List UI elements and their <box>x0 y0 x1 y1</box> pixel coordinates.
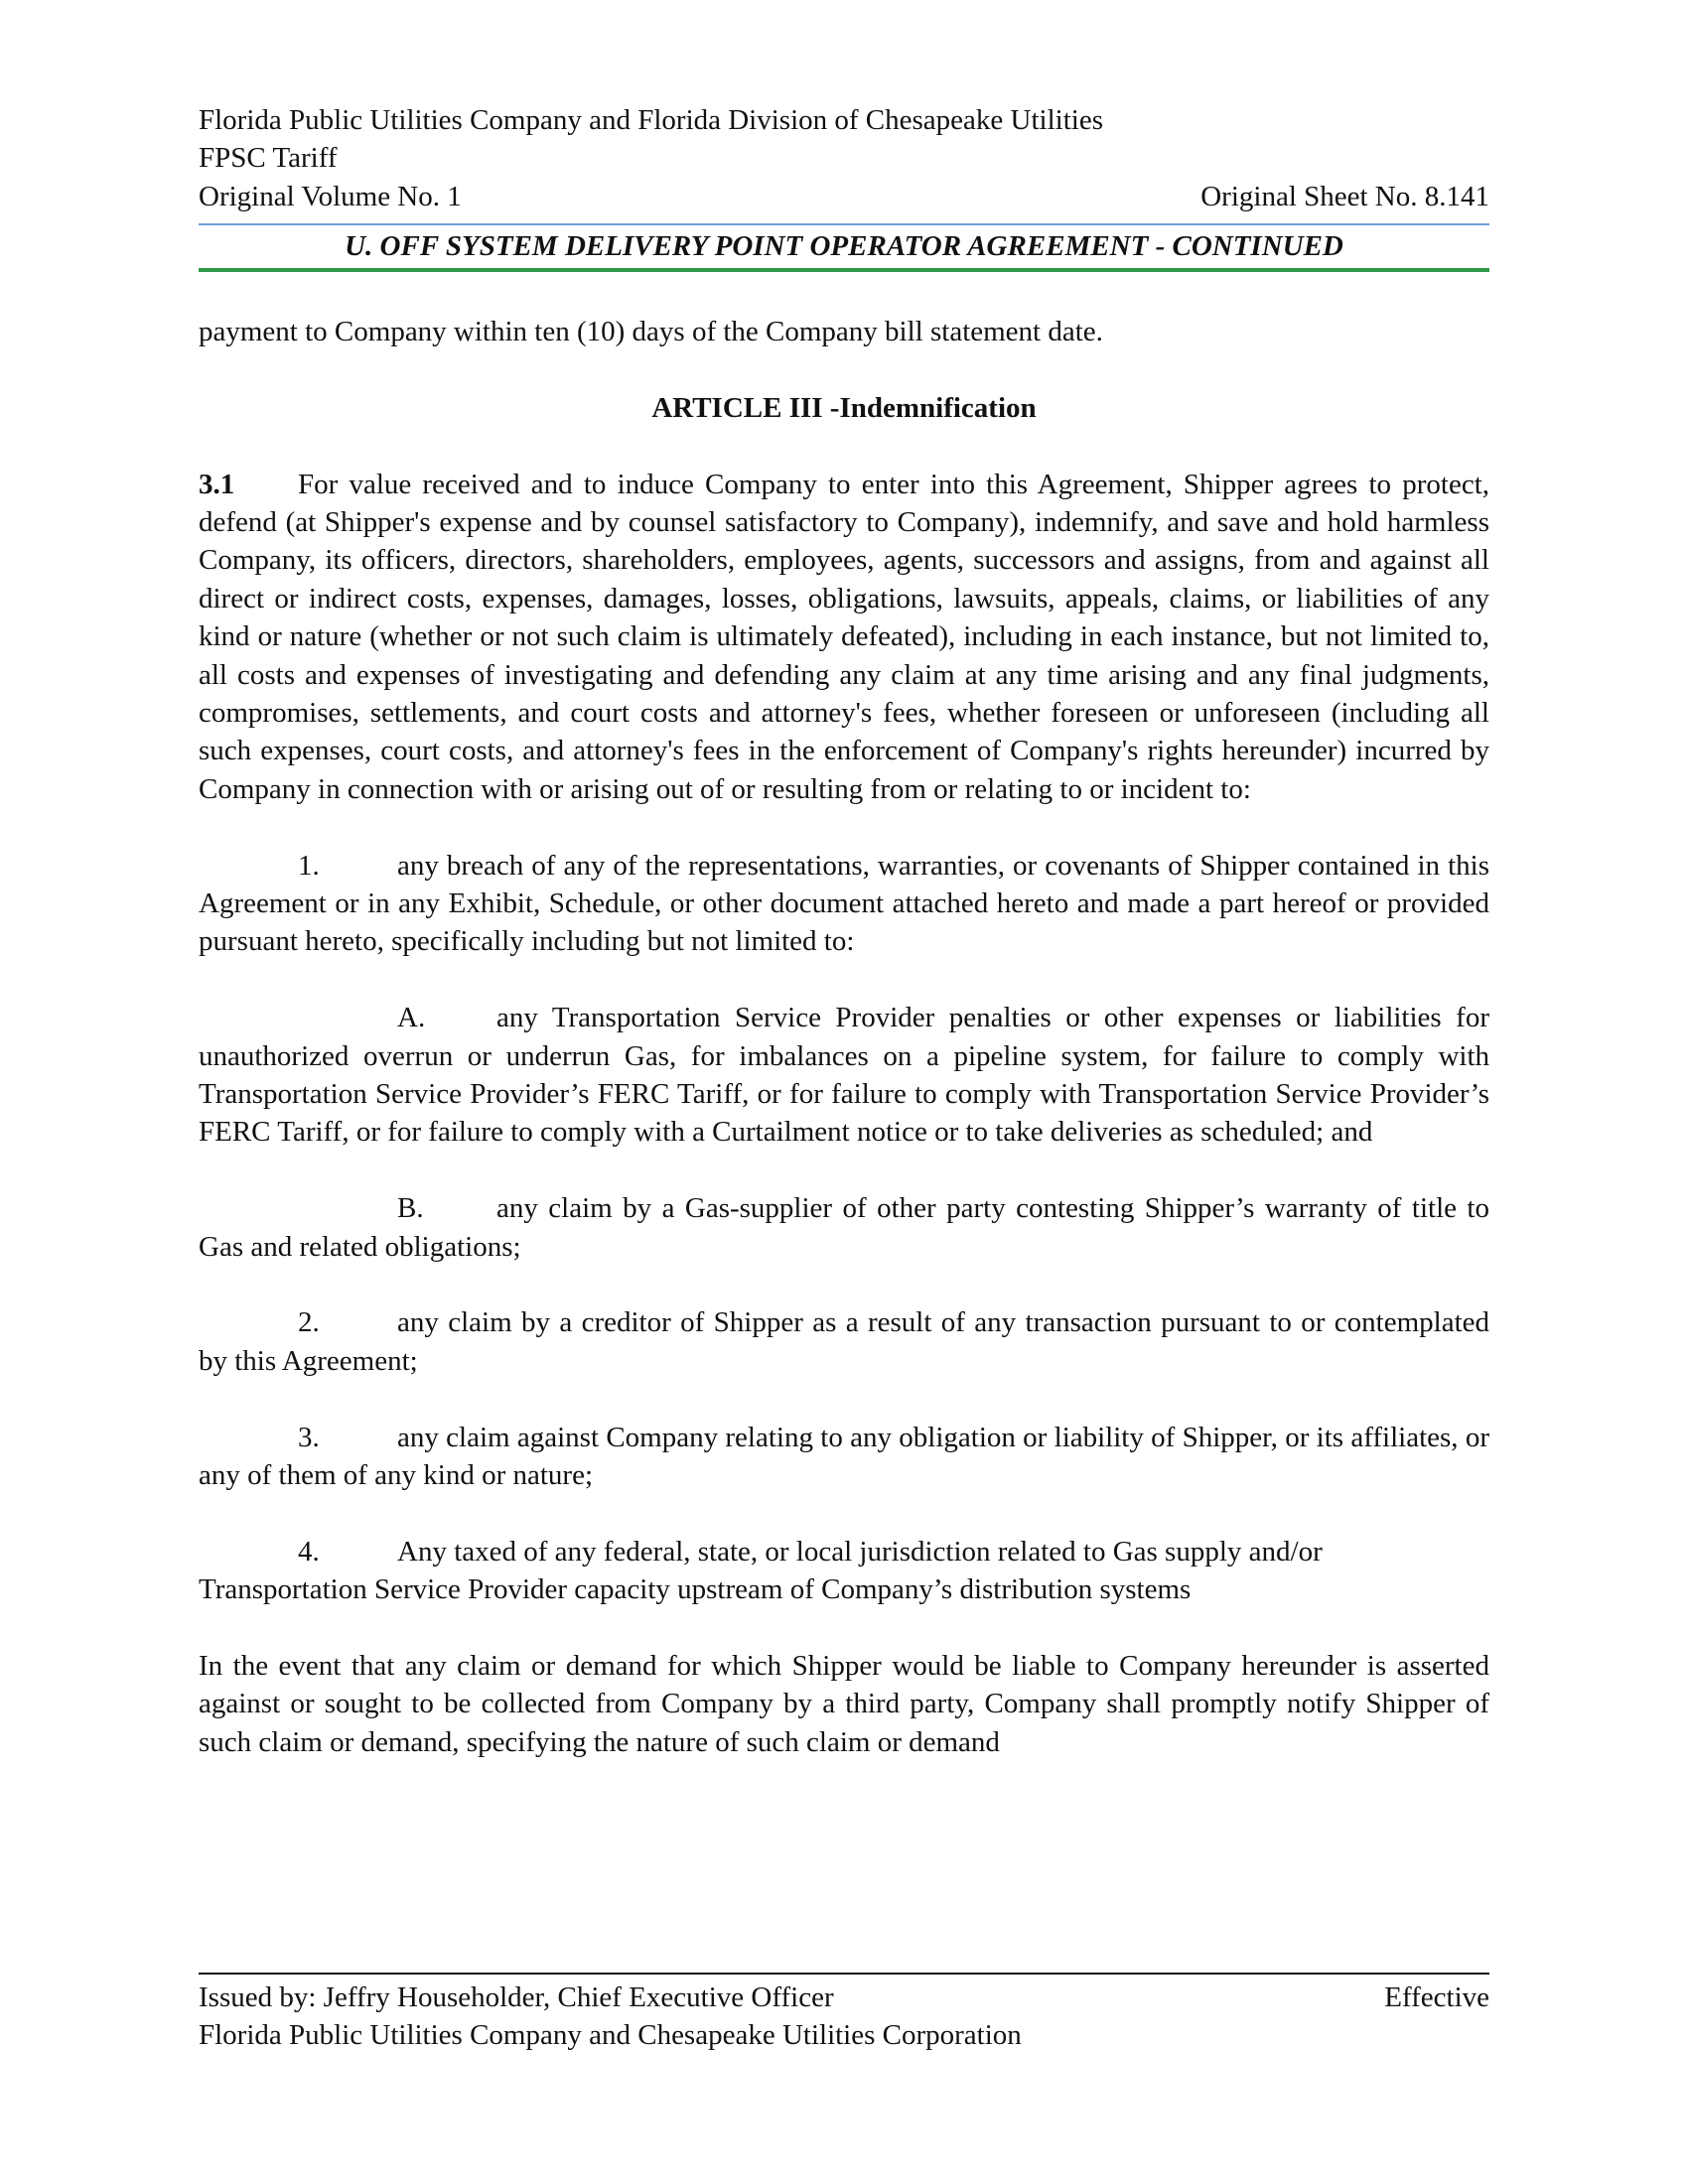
header-sheet-number: Original Sheet No. 8.141 <box>1200 181 1489 212</box>
list-item-1 <box>199 847 1489 961</box>
list-item-1-text: any breach of any of the representations, warranties, or covenants of Shipper contained in this Agreement or in any Exhibit, Schedule, or other document attached hereto and made a part hereof or provided pursuant hereto, specifically including but not limited to: <box>199 849 1489 958</box>
footer-company: Florida Public Utilities Company and Chesapeake Utilities Corporation <box>199 2019 1022 2051</box>
list-item-4-label: 4. <box>298 1535 320 1568</box>
footer-effective: Effective <box>1384 1981 1489 2013</box>
header-tariff-line: FPSC Tariff <box>199 142 338 174</box>
footer-rule <box>199 1973 1489 1975</box>
section-3-1-label: 3.1 <box>199 468 235 500</box>
list-item-2 <box>199 1303 1489 1380</box>
list-item-b-label: B. <box>397 1192 424 1225</box>
document-body <box>199 313 1489 1761</box>
intro-paragraph: payment to Company within ten (10) days of the Company bill statement date. <box>199 316 1103 347</box>
list-item-2-text: any claim by a creditor of Shipper as a result of any transaction pursuant to or contemplated by this Agreement; <box>199 1306 1489 1377</box>
list-item-3-label: 3. <box>298 1421 320 1453</box>
footer-issued-by: Issued by: Jeffry Householder, Chief Executive Officer <box>199 1981 834 2013</box>
list-item-a <box>199 999 1489 1152</box>
list-item-2-label: 2. <box>298 1306 320 1339</box>
list-item-4-text: Any taxed of any federal, state, or local jurisdiction related to Gas supply and/or Transportation Service Provider capacity upstream of Company’s distribution systems <box>199 1535 1323 1606</box>
tariff-sheet <box>199 0 1489 2184</box>
list-item-a-label: A. <box>397 1002 426 1034</box>
header-volume: Original Volume No. 1 <box>199 181 462 212</box>
section-title: U. OFF SYSTEM DELIVERY POINT OPERATOR AGREEMENT - CONTINUED <box>345 230 1343 262</box>
list-item-1-label: 1. <box>298 849 320 882</box>
section-title-rule <box>199 268 1489 272</box>
list-item-b <box>199 1189 1489 1266</box>
list-item-4 <box>199 1533 1489 1609</box>
section-3-1 <box>199 466 1489 809</box>
article-title: ARTICLE III -Indemnification <box>651 391 1037 424</box>
header-rule <box>199 223 1489 225</box>
header-company-line: Florida Public Utilities Company and Florida Division of Chesapeake Utilities <box>199 104 1103 136</box>
list-item-3 <box>199 1419 1489 1495</box>
section-3-1-text: For value received and to induce Company to enter into this Agreement, Shipper agrees to protect, defend (at Shipper's expense and by counsel satisfactory to Company), indemnify, and save and hold harmless Company, its officers, directors, shareholders, employees, agents, successors and assigns, from and against all direct or indirect costs, expenses, damages, losses, obligations, lawsuits, appeals, claims, or liabilities of any kind or nature (whether or not such claim is ultimately defeated), including in each instance, but not limited to, all costs and expenses of investigating and defending any claim at any time arising and any final judgments, compromises, settlements, and court costs and attorney's fees, whether foreseen or unforeseen (including all such expenses, court costs, and attorney's fees in the enforcement of Company's rights hereunder) incurred by Company in connection with or arising out of or resulting from or relating to or incident to: <box>199 468 1489 805</box>
closing-paragraph: In the event that any claim or demand for which Shipper would be liable to Company hereunder is asserted against or sought to be collected from Company by a third party, Company shall promptly notify Shipper of such claim or demand, specifying the nature of such claim or demand <box>199 1650 1489 1758</box>
list-item-b-text: any claim by a Gas-supplier of other party contesting Shipper’s warranty of title to Gas and related obligations; <box>199 1192 1489 1263</box>
list-item-a-text: any Transportation Service Provider penalties or other expenses or liabilities for unauthorized overrun or underrun Gas, for imbalances on a pipeline system, for failure to comply with Transportation Service Provider’s FERC Tariff, or for failure to comply with Transportation Service Provider’s FERC Tariff, or for failure to comply with a Curtailment notice or to take deliveries as scheduled; and <box>199 1002 1489 1149</box>
list-item-3-text: any claim against Company relating to any obligation or liability of Shipper, or its affiliates, or any of them of any kind or nature; <box>199 1421 1489 1492</box>
